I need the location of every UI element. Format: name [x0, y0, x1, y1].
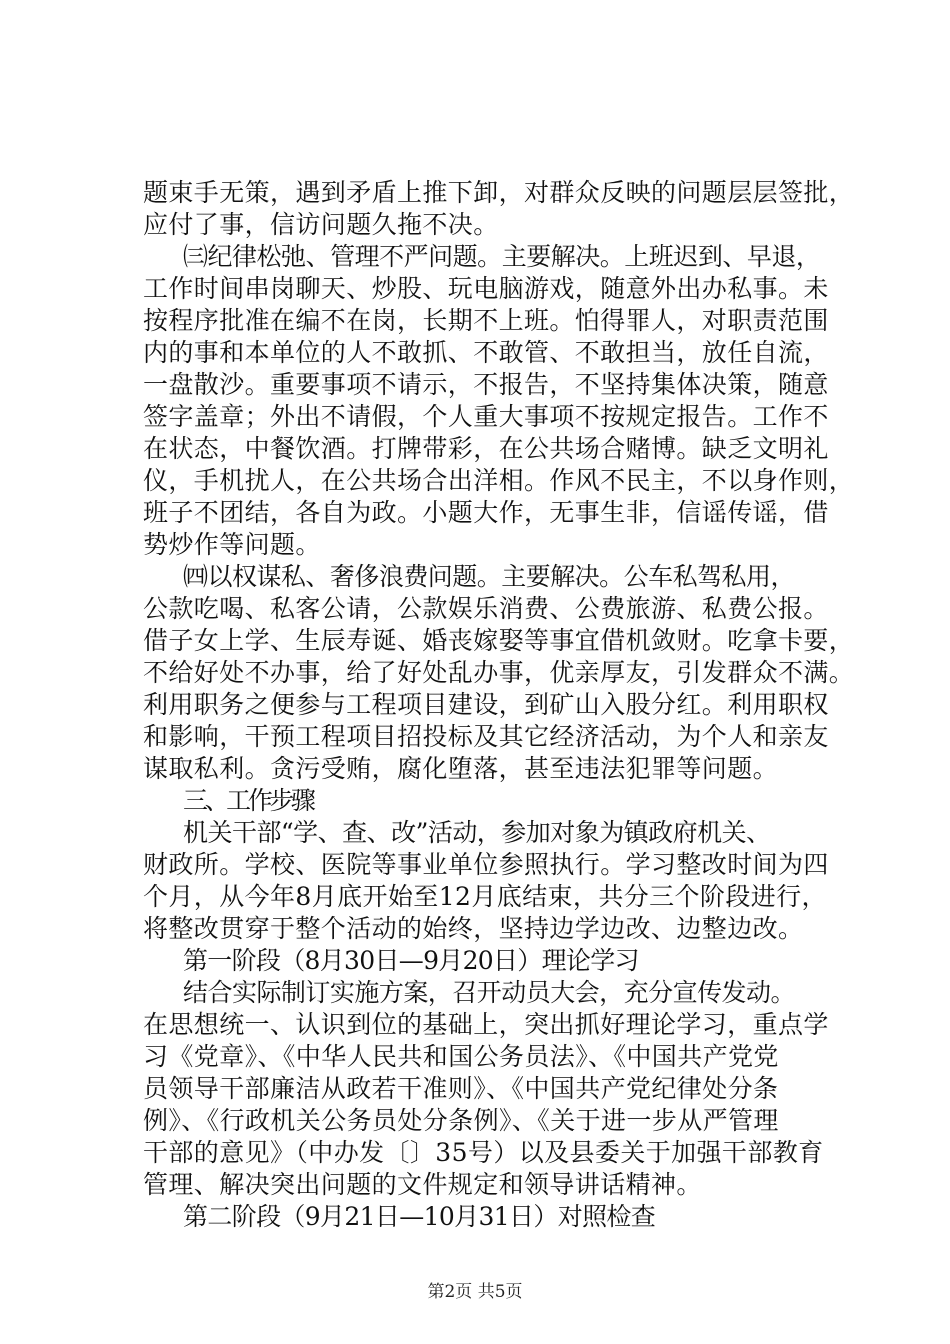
text-line: 势炒作等问题。: [143, 530, 321, 559]
stage-heading: 第一阶段（8月30日—9月20日）理论学习: [183, 946, 639, 975]
text-line: 例》、《行政机关公务员处分条例》、《关于进一步从严管理: [143, 1106, 779, 1135]
text-line: 应付了事，信访问题久拖不决。: [143, 210, 499, 239]
stage-heading: 第二阶段（9月21日—10月31日）对照检查: [183, 1202, 656, 1231]
text-line: 个月，从今年8月底开始至12月底结束，共分三个阶段进行，: [143, 882, 827, 911]
text-line: 在状态，中餐饮酒。打牌带彩，在公共场合赌博。缺乏文明礼: [143, 434, 829, 463]
text-line: 按程序批准在编不在岗，长期不上班。怕得罪人，对职责范围: [143, 306, 829, 335]
text-line: 工作时间串岗聊天、炒股、玩电脑游戏，随意外出办私事。未: [143, 274, 829, 303]
text-line: 和影响，干预工程项目招投标及其它经济活动，为个人和亲友: [143, 722, 829, 751]
section-heading: 三、工作步骤: [183, 786, 313, 815]
text-line: 借子女上学、生辰寿诞、婚丧嫁娶等事宜借机敛财。吃拿卡要，: [143, 626, 855, 655]
text-line: ㈢纪律松弛、管理不严问题。主要解决。上班迟到、早退，: [183, 242, 821, 271]
page-footer: 第2页 共5页: [427, 1282, 523, 1302]
text-line: 不给好处不办事，给了好处乱办事，优亲厚友，引发群众不满。: [143, 658, 855, 687]
text-line: 管理、解决突出问题的文件规定和领导讲话精神。: [143, 1170, 702, 1199]
text-line: 将整改贯穿于整个活动的始终，坚持边学边改、边整边改。: [143, 914, 804, 943]
text-line: 班子不团结，各自为政。小题大作，无事生非，信谣传谣，借: [143, 498, 829, 527]
text-line: 干部的意见》（中办发〔〕35号）以及县委关于加强干部教育: [143, 1138, 824, 1167]
text-line: 习《党章》、《中华人民共和国公务员法》、《中国共产党党: [143, 1042, 779, 1071]
text-line: ㈣以权谋私、奢侈浪费问题。主要解决。公车私驾私用，: [183, 562, 796, 591]
text-line: 题束手无策，遇到矛盾上推下卸，对群众反映的问题层层签批，: [143, 178, 855, 207]
text-line: 签字盖章；外出不请假，个人重大事项不按规定报告。工作不: [143, 402, 829, 431]
text-line: 机关干部“学、查、改”活动，参加对象为镇政府机关、: [183, 818, 771, 847]
text-line: 谋取私利。贪污受贿，腐化堕落，甚至违法犯罪等问题。: [143, 754, 779, 783]
text-line: 内的事和本单位的人不敢抓、不敢管、不敢担当，放任自流，: [143, 338, 829, 367]
text-line: 仪，手机扰人，在公共场合出洋相。作风不民主，不以身作则，: [143, 466, 855, 495]
text-line: 结合实际制订实施方案，召开动员大会，充分宣传发动。: [183, 978, 796, 1007]
text-line: 员领导干部廉洁从政若干准则》、《中国共产党纪律处分条: [143, 1074, 779, 1103]
text-line: 利用职务之便参与工程项目建设，到矿山入股分红。利用职权: [143, 690, 829, 719]
text-line: 在思想统一、认识到位的基础上，突出抓好理论学习，重点学: [143, 1010, 829, 1039]
text-line: 财政所。学校、医院等事业单位参照执行。学习整改时间为四: [143, 850, 829, 879]
text-line: 公款吃喝、私客公请，公款娱乐消费、公费旅游、私费公报。: [143, 594, 829, 623]
text-line: 一盘散沙。重要事项不请示，不报告，不坚持集体决策，随意: [143, 370, 829, 399]
